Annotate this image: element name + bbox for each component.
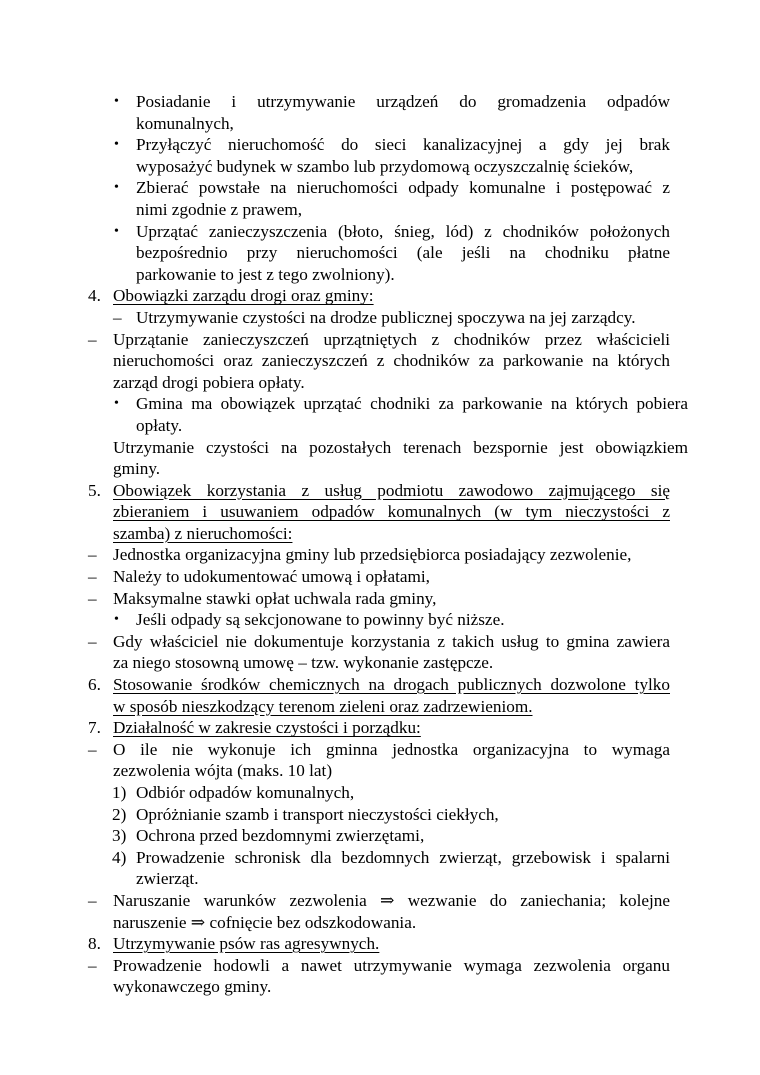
bullet-item-gmina-line-1 [114,393,688,415]
bullet-marker: • [114,137,119,153]
numbered-subitem [112,804,760,826]
paragraph-line-2 [113,458,760,480]
section-8-heading [88,933,760,955]
text-line: wykonawczego gminy. [113,977,272,997]
dash-item-line-1 [88,631,670,653]
heading-text: szamba) z nieruchomości: [113,523,293,543]
dash-marker: – [88,739,97,759]
bullet-item-4-line-1 [114,221,670,243]
dash-item-line-2 [113,652,760,674]
dash-marker: – [88,631,97,651]
bullet-item-2-line-1 [114,134,670,156]
text-line: Prowadzenie schronisk dla bezdomnych zwierząt, grzebowisk i spalarni [136,847,670,867]
dash-marker: – [88,545,97,565]
text-line: Maksymalne stawki opłat uchwala rada gminy, [113,588,437,608]
section-number: 5. [88,480,101,500]
text-line: nimi zgodnie z prawem, [136,199,303,219]
dash-item-line-3 [113,372,760,394]
text-line: Uprzątanie zanieczyszczeń uprzątniętych z chodników przez właścicieli [113,329,670,349]
text-line: parkowanie to jest z tego zwolniony). [136,264,395,284]
heading-text: w sposób nieszkodzący terenom zieleni oraz zadrzewieniom. [113,696,533,716]
dash-marker: – [88,329,97,349]
text-line: komunalnych, [136,113,234,133]
numbered-subitem-line-2 [136,868,760,890]
dash-marker: – [113,307,122,327]
section-number: 8. [88,934,101,954]
dash-item-line-1 [88,890,670,912]
dash-item-line-2 [113,976,760,998]
bullet-item-3-line-2 [136,199,760,221]
text-line: opłaty. [136,415,183,435]
subitem-number: 3) [112,826,127,846]
text-line: Naruszanie warunków zezwolenia ⇒ wezwanie do zaniechania; kolejne [113,890,670,910]
subitem-number: 4) [112,847,127,867]
heading-text: zbieraniem i usuwaniem odpadów komunalnych (w tym nieczystości z [113,502,670,522]
bullet-item-1-line-2 [136,113,760,135]
heading-text: Stosowanie środków chemicznych na drogach publicznych dozwolone tylko [113,675,670,695]
text-line: bezpośrednio przy nieruchomości (ale jeśli na chodniku płatne [136,243,670,263]
section-7-heading [88,717,760,739]
dash-item-line-1 [88,739,670,761]
bullet-item-2-line-2 [136,156,760,178]
text-line: Zbierać powstałe na nieruchomości odpady komunalne i postępować z [136,178,670,198]
bullet-item-4-line-2 [136,242,670,264]
text-line: Odbiór odpadów komunalnych, [136,783,355,802]
text-line: Utrzymywanie czystości na drodze publicznej spoczywa na jej zarządcy. [136,307,636,327]
section-number: 6. [88,675,101,695]
text-line: wyposażyć budynek w szambo lub przydomową oczyszczalnię ścieków, [136,156,634,176]
text-line: Jeśli odpady są sekcjonowane to powinny być niższe. [136,610,505,630]
bullet-item-3-line-1 [114,177,670,199]
section-number: 7. [88,718,101,738]
subitem-number: 1) [112,783,127,802]
section-5-heading-line-1 [88,480,670,502]
bullet-marker: • [114,94,119,109]
text-line: Gdy właściciel nie dokumentuje korzystania z takich usług to gmina zawiera [113,631,670,651]
text-line: Należy to udokumentować umową i opłatami, [113,567,430,587]
dash-marker: – [88,890,97,910]
text-line: zarząd drogi pobiera opłaty. [113,372,305,392]
dash-marker: – [88,567,97,587]
text-line: zwierząt. [136,869,199,889]
dash-item [88,588,760,610]
text-line: Ochrona przed bezdomnymi zwierzętami, [136,826,425,846]
dash-item-line-2 [113,350,670,372]
heading-text: Obowiązek korzystania z usług podmiotu zawodowo zajmującego się [113,480,670,500]
section-number: 4. [88,286,101,306]
text-line: za niego stosowną umowę – tzw. wykonanie zastępcze. [113,653,494,673]
bullet-marker: • [114,396,119,412]
text-line: Posiadanie i utrzymywanie urządzeń do gromadzenia odpadów [136,92,670,111]
text-line: gminy. [113,459,161,479]
paragraph-line-1 [113,437,688,459]
section-4-heading [88,285,760,307]
bullet-marker: • [114,223,119,239]
heading-text: Utrzymywanie psów ras agresywnych. [113,934,380,954]
text-line: Uprzątać zanieczyszczenia (błoto, śnieg, lód) z chodników położonych [136,221,670,241]
dash-item [113,307,760,329]
text-line: naruszenie ⇒ cofnięcie bez odszkodowania. [113,912,417,932]
text-line: nieruchomości oraz zanieczyszczeń z chodników za parkowanie na których [113,351,670,371]
bullet-item-1-line-1 [114,91,670,113]
section-5-heading-line-3 [113,523,760,545]
dash-marker: – [88,588,97,608]
text-line: O ile nie wykonuje ich gminna jednostka organizacyjna to wymaga [113,739,670,759]
text-line: Gmina ma obowiązek uprzątać chodniki za parkowanie na których pobiera [136,394,688,414]
bullet-item-gmina-line-2 [136,415,760,437]
text-line: Opróżnianie szamb i transport nieczystości ciekłych, [136,804,499,824]
text-line: Jednostka organizacyjna gminy lub przedsiębiorca posiadający zezwolenie, [113,545,632,565]
numbered-subitem [112,825,760,847]
text-line: Utrzymanie czystości na pozostałych terenach bezspornie jest obowiązkiem [113,437,688,457]
section-6-heading-line-2 [113,696,760,718]
numbered-subitem-line-1 [112,847,670,869]
dash-item-line-2 [113,912,760,934]
subitem-number: 2) [112,804,127,824]
bullet-marker: • [114,612,119,628]
text-line: Prowadzenie hodowli a nawet utrzymywanie wymaga zezwolenia organu [113,955,670,975]
numbered-subitem [112,782,760,804]
bullet-marker: • [114,180,119,196]
section-5-heading-line-2 [113,501,670,523]
heading-text: Działalność w zakresie czystości i porządku: [113,718,421,738]
bullet-item-4-line-3 [136,264,760,286]
dash-item [88,544,760,566]
text-line: zezwolenia wójta (maks. 10 lat) [113,761,333,781]
dash-item-line-2 [113,760,760,782]
heading-text: Obowiązki zarządu drogi oraz gminy: [113,286,374,306]
text-line: Przyłączyć nieruchomość do sieci kanalizacyjnej a gdy jej brak [136,135,670,155]
dash-marker: – [88,955,97,975]
dash-item [88,566,760,588]
dash-item-line-1 [88,329,670,351]
bullet-item [114,609,760,631]
dash-item-line-1 [88,955,670,977]
section-6-heading-line-1 [88,674,670,696]
